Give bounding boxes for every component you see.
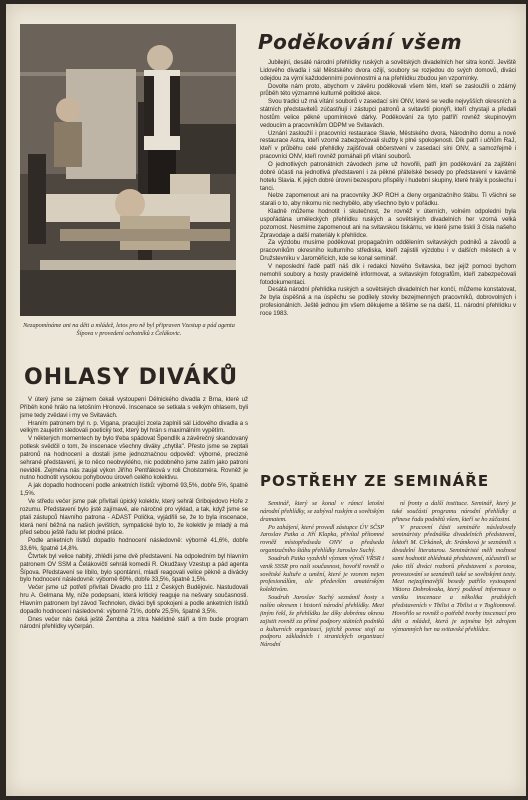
seminar-paragraph: V pracovní části semináře následovaly semináristy přednáška divadelních představení, lektoři M. Církánek, dr. Srámková je seznámili s divadelní literaturou. Semináristé měli možnost sami hodnotit zhlédnutá představení, zúčastnili se jako tiší diváci rozborů představení s porotou, provozování se seznámili také se sovětskými texty. Mezi nejzajímavější besedy patřilo vystoupení Viktora Dobrokvaka, který podával informace o vzniku inscenace a několika pražských představeních v Tbilisi a Tbilisi a v Toglionnově. Hovořilo se rovněž o potřebě tvorby inscenací pro děti a mládež, která je zejména být zdrojem významných her na svitavské přehlídce. xyxy=(392,523,516,633)
thanks-paragraph: Jubilejní, desáté národní přehlídky ruských a sovětských divadelních her sitra končí. Jeviště Lidového divadla i sál Městského dvora ožijí, soubory se rozjedou do svých domovů, diváci odejdou za výmí každodenními povinnostmi a na přehlídku zbudou jen vzpomínky. xyxy=(260,59,516,82)
thanks-paragraph: O jednotlivých patronátních závodech jsme už hovořili, patří jim poděkování za zajištění dobré účasti na jednotlivá představení i za pěkné přátelské besedy po představení v kavárně hotelu Slavia. K jejich dobré úrovni bezesporu přispěly i hudební skupiny, které hrály k poslechu i tanci. xyxy=(260,160,516,192)
thanks-paragraph: Dovolte nám proto, abychom v závěru poděkovali všem těm, kteří se zasloužili o zdárný průběh této významné kulturně politické akce. xyxy=(260,82,516,98)
voices-paragraph: Ve středu večer jsme pak přivítali úpický kolektiv, který sehrál Gribojedovo Hoře z rozumu. Představení bylo jistě zajímavé, ale náročné pro výklad, a tak, když jsme se ptali zástupců hlavního patrona - ADAST Polička, vyjádřili se, že to byla inscenace, která není běžná na našich jevištích, sympatické bylo to, že kolektiv je mladý a má před sebou ještě řadu let plodné práce. xyxy=(20,497,248,537)
voices-paragraph: Večer jsme už potřetí přivítali Divadlo pro 111 z Českých Budějovic. Nastudovali hru A. Gelmana My, níže podepsaní, která kritický reaguje na nešvary současnosti. Hlavním patronem byl závod Technolen, diváci byli spokojeni a podle anketních lístků dopadlo hodnocení následovně: výborně 71%, dobře 25,5%, špatně 3,5%. xyxy=(20,584,248,615)
seminar-paragraph: Seminář, který se konal v rámci letošní národní přehlídky, se zabýval ruským a sovětským dramatem. xyxy=(260,500,384,523)
voices-paragraph: V některých momentech by bylo třeba spádovat Špendlík a závěrečný skandovaný potlesk svědčil o tom, že inscenace všechny diváky „chytila". Přesto jsme se zeptali patronů na hodnocení a dostali jsme jednoznačnou odpověď: výborné, precizně sehrané představení, je to něco neobvyklého, nic podobného jsme zatím jako patroni neviděli. Zejména nás zaujal výkon Jiřího Pentřáková v roli Cholstoméra. Rovněž je nutno hodnotit vysokou pohybovou úroveň celého kolektivu. xyxy=(20,435,248,482)
voices-column xyxy=(20,396,248,792)
seminar-paragraph: Soudruh Jaroslav Suchý seznámil hosty s naším okresem i historií národní přehlídky. Mezi jiným řekl, že přehlídku lze díky dobrému okresu zajistit rovněž za přímé podpory státních podniků a kulturních organizací, jejichž pomoc stojí za podporu základních i stranických organizací Národní xyxy=(260,594,384,649)
voices-paragraph: Čtvrtek byl velice nabitý, zhlédli jsme dvě představení. Na odpoledním byl hlavním patronem OV SSM a Čelákovičtí sehráli komedii R. Okudžavy Vzestup a pád agenta Šípova. Představení se líbilo, bylo spontánní, mladí reagovali velice pěkně a divácky bylo hodnocení následovně: výborně 69%, dobře 33,5%, špatně 1,5%. xyxy=(20,552,248,584)
thanks-column xyxy=(260,59,516,455)
thanks-paragraph: Svou tradici už má vítání souborů v zasedací síni ONV, které se vedle nejvyšších okresních a státních představitelů zúčastňují i zástupci patronů a svitavští pionýři, kteří chystají a předali hostům velice pěkné upomínkové dárky. Poděkování za tyto patříří rovněž skupinovým vedoucím a pracovníkům ODPM ve Svitavách. xyxy=(260,98,516,129)
stage-photo-image xyxy=(20,24,236,316)
thanks-paragraph: V neposlední řadě patří náš dík i redakci Nového Svitavska, bez jejíž pomoci bychom nemohli soubory a hosty pravidelně informovat, a svitavským fotografům, kteří zabezpečovali fotodokumentaci. xyxy=(260,262,516,286)
voices-paragraph: Dnes večer nás čeká ještě Žembha a zítra Neklidné stáří a tím bude program národní přehlídky vyčerpán. xyxy=(20,615,248,631)
seminar-paragraph: Po zahájení, které provedl zástupce ÚV SČSP Jaroslav Patka a Jiří Klapka, přivítal přítomné rovněž místopředseda ONV a předseda organizačního štábu přehlídky Jaroslav Suchý. xyxy=(260,523,384,555)
thanks-paragraph: Za výzdobu musíme poděkovat propagačním oddělením svitavských podniků a závodů a pracovníkům okresního kulturního střediska, kteří zajistili výzdobu i v dalších městech a v Družstevníku v Jaroměřicích, kde se konal seminář. xyxy=(260,239,516,263)
voices-paragraph: A jak dopadlo hodnocení podle anketních lístků: výborně 93,5%, dobře 5%, špatně 1,5%. xyxy=(20,482,248,498)
voices-paragraph: Podle anketních lístků dopadlo hodnocení následovně: výborně 41,6%, dobře 33,6%, špatně 14,8%. xyxy=(20,537,248,553)
thanks-paragraph: Uznání zasloužíí i pracovníci restaurace Slavie, Městského dvora, Národního domu a nové restaurace Astra, kteří vzorně zabezpečovali služby k plné spokojenosti. Dík patří i učňům RaJ, kteří v průběhu celé přehlídky zajišťovali občerstvení v zasedací síni ONV, a samozřejmě i pracovníci ONV, kteří rovněž pomáhali při vítání souborů. xyxy=(260,129,516,161)
seminar-title: POSTŘEHY ZE SEMINÁŘE xyxy=(260,472,490,490)
voices-title: OHLASY DIVÁKŮ xyxy=(24,365,239,390)
seminar-column-right xyxy=(392,500,516,792)
newspaper-page xyxy=(6,4,526,796)
seminar-paragraph: ní fronty a další instituce. Seminář, který je také součástí programu národní přehlídky a přinese řadu podnětů všem, kteří se ho zúčastní. xyxy=(392,500,516,523)
seminar-column-left xyxy=(260,500,384,792)
thanks-paragraph: Desátá národní přehlídka ruských a sovětských divadelních her končí, můžeme konstatovat, že byla úspěšná a na úspěchu se podílely stovky bezejmenných pracovníků, dobrovolných i profesionálních. Ještě jednou jim všem děkujeme a těšíme se na další, 11. národní přehlídku v roce 1983. xyxy=(260,286,516,317)
thanks-paragraph: Nelze zapomenout ani na pracovníky JKP ROH a členy organizačního štábu. Ti všichni se starali o to, aby nikomu nic nechybělo, aby všechno bylo v pořádku. xyxy=(260,192,516,208)
seminar-paragraph: Soudruh Patka vyzdvihl význam výročí VŘSR i vznik SSSR pro naši současnost, hovořil rovněž o sovětské kultuře a umění, které je vzorem nejen profesionálům, ale především amatérským kolektivům. xyxy=(260,554,384,594)
voices-paragraph: V úterý jsme se zájmem čekali vystoupení Dělnického divadla z Brna, které už Příběh koně hrálo na letošním Hronově. Inscenace se setkala s velkým ohlasem, byli jsme tedy zvědavi i my ve Svitavách. xyxy=(20,396,248,419)
photo-caption: Nezapomínáme ani na děti a mládež, letos pro ně byl připraven Vzestup a pád agenta Šípova v provedení ochotníků z Čelákovic. xyxy=(23,322,235,337)
thanks-paragraph: Kladně můžeme hodnotit i skutečnost, že rovněž v úterních, volném odpoledni byla uspořádána uměleckých přehlídku ruských a sovětských divadelních her vzorná velká pozornost. Nesmíme zapomenout ani na svitavskou tiskárnu, ve které jsme tiskli 3 čísla našeho Zpravodaje a další materiály k přehlídce. xyxy=(260,208,516,239)
thanks-title: Poděkování všem xyxy=(258,30,463,54)
stage-photo xyxy=(20,24,236,316)
voices-paragraph: Hraním patronem byl n. p. Vigana, pracující zcela zaplnili sál Lidového divadla a s velkým zaujetím sledovali poetický text, který byl hrán s maximálním vypětím. xyxy=(20,419,248,435)
